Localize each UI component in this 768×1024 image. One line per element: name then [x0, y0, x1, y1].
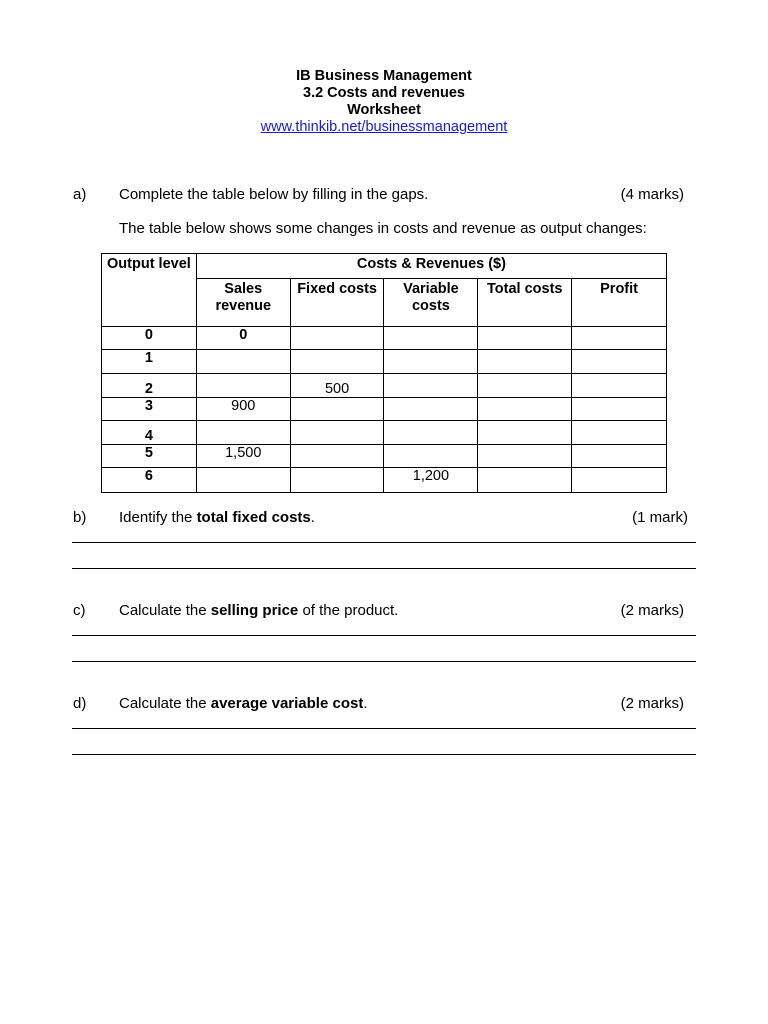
table-cell: 500: [290, 374, 384, 398]
question-c-text: Calculate the selling price of the product.: [119, 602, 399, 619]
question-d-keyword: average variable cost: [210, 695, 364, 712]
column-header: Sales revenue: [196, 279, 290, 327]
table-cell: [572, 327, 667, 350]
question-b-marks: (1 mark): [632, 509, 688, 526]
question-b-text: Identify the total fixed costs.: [119, 509, 315, 526]
column-header: Profit: [572, 279, 667, 327]
table-cell: [478, 468, 572, 493]
table-cell: [290, 398, 384, 421]
table-row: [102, 327, 667, 350]
worksheet-title: Worksheet: [347, 102, 421, 118]
answer-line[interactable]: [72, 635, 696, 636]
output-level-cell: 4: [102, 421, 197, 445]
answer-line[interactable]: [72, 568, 696, 569]
table-cell: 900: [196, 398, 290, 421]
table-cell: [572, 468, 667, 493]
table-intro: The table below shows some changes in costs and revenue as output changes:: [119, 220, 647, 237]
table-cell: [478, 374, 572, 398]
costs-revenues-table: [101, 253, 667, 493]
question-c-letter: c): [73, 602, 86, 619]
subject-title: IB Business Management: [296, 68, 472, 84]
table-row: [102, 445, 667, 468]
answer-line[interactable]: [72, 754, 696, 755]
table-cell: [196, 421, 290, 445]
table-cell: [572, 421, 667, 445]
table-cell: [478, 421, 572, 445]
question-d-letter: d): [73, 695, 87, 712]
question-b-keyword: total fixed costs: [196, 509, 311, 526]
output-level-cell: 0: [102, 327, 197, 350]
table-cell: [290, 421, 384, 445]
worksheet-header: [0, 68, 768, 136]
output-level-cell: 2: [102, 374, 197, 398]
topic-title: 3.2 Costs and revenues: [303, 85, 465, 101]
table-cell: 1,200: [384, 468, 478, 493]
table-cell: [572, 398, 667, 421]
answer-line[interactable]: [72, 728, 696, 729]
table-cell: [384, 327, 478, 350]
question-d-marks: (2 marks): [620, 695, 684, 712]
question-d-text: Calculate the average variable cost.: [119, 695, 368, 712]
costs-revenues-header: Costs & Revenues ($): [196, 254, 666, 279]
table-row: [102, 350, 667, 374]
output-level-cell: 3: [102, 398, 197, 421]
question-a-text: Complete the table below by filling in the gaps.: [119, 186, 429, 203]
table-cell: [290, 350, 384, 374]
table-cell: [478, 350, 572, 374]
table-cell: [572, 374, 667, 398]
table-row: [102, 421, 667, 445]
table-cell: [196, 374, 290, 398]
table-cell: [290, 468, 384, 493]
table-row: [102, 398, 667, 421]
table-cell: [384, 445, 478, 468]
table-cell: [290, 445, 384, 468]
question-b-letter: b): [73, 509, 87, 526]
output-level-cell: 1: [102, 350, 197, 374]
answer-line[interactable]: [72, 661, 696, 662]
table-row: [102, 374, 667, 398]
table-cell: [478, 445, 572, 468]
output-level-header: Output level: [102, 254, 197, 327]
table-cell: [572, 445, 667, 468]
column-header: Variable costs: [384, 279, 478, 327]
table-cell: [290, 327, 384, 350]
column-header: Fixed costs: [290, 279, 384, 327]
table-cell: [196, 350, 290, 374]
table-cell: [196, 468, 290, 493]
table-cell: 0: [196, 327, 290, 350]
table-cell: [384, 398, 478, 421]
website-link[interactable]: www.thinkib.net/businessmanagement: [260, 119, 508, 135]
table-cell: [478, 398, 572, 421]
table-cell: [384, 374, 478, 398]
output-level-cell: 6: [102, 468, 197, 493]
table-cell: [478, 327, 572, 350]
column-header: Total costs: [478, 279, 572, 327]
question-c-keyword: selling price: [210, 602, 299, 619]
output-level-cell: 5: [102, 445, 197, 468]
question-a-marks: (4 marks): [620, 186, 684, 203]
question-a-letter: a): [73, 186, 87, 203]
answer-line[interactable]: [72, 542, 696, 543]
table-cell: [384, 350, 478, 374]
question-c-marks: (2 marks): [620, 602, 684, 619]
table-cell: [384, 421, 478, 445]
table-row: [102, 468, 667, 493]
table-cell: 1,500: [196, 445, 290, 468]
table-cell: [572, 350, 667, 374]
